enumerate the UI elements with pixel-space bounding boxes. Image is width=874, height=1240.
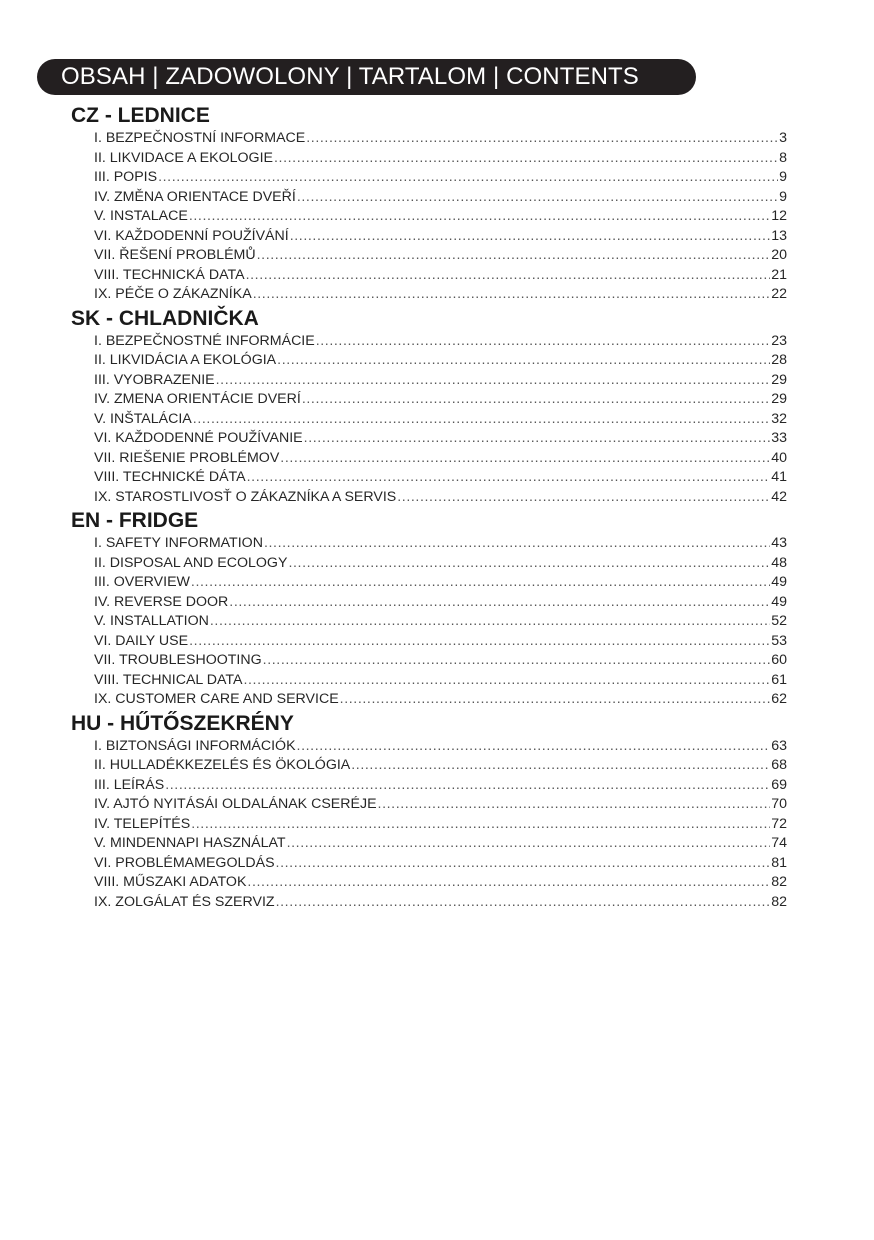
toc-section-sk — [71, 305, 787, 508]
toc-entry-page-number: 49 — [771, 593, 787, 610]
toc-entry-title: IX. PÉČE O ZÁKAZNÍKA — [94, 286, 252, 302]
toc-entry-title: VII. ŘEŠENÍ PROBLÉMŮ — [94, 247, 256, 263]
toc-entry-title: III. LEÍRÁS — [94, 776, 165, 793]
toc-entry[interactable] — [94, 371, 787, 391]
toc-entry-title: VII. TROUBLESHOOTING — [94, 652, 262, 668]
toc-entry[interactable] — [94, 612, 787, 632]
toc-entry-title: V. INSTALLATION — [94, 613, 209, 629]
toc-entry[interactable] — [94, 756, 787, 776]
toc-entry-title: VI. DAILY USE — [94, 632, 189, 649]
dot-leader — [302, 390, 770, 410]
dot-leader — [276, 893, 771, 913]
toc-entry-title: VIII. MŰSZAKI ADATOK — [94, 874, 247, 890]
toc-entry-title: III. OVERVIEW — [94, 574, 190, 590]
toc-entry-page-number: 53 — [771, 632, 787, 649]
dot-leader — [297, 188, 778, 208]
toc-entry[interactable] — [94, 815, 787, 835]
toc-entry-title: VIII. TECHNICKÉ DÁTA — [94, 469, 246, 485]
toc-entry[interactable] — [94, 854, 787, 874]
dot-leader — [351, 756, 770, 776]
dot-leader — [165, 776, 770, 796]
dot-leader — [189, 207, 770, 227]
toc-entry-title: IX. STAROSTLIVOSŤ O ZÁKAZNÍKA A SERVIS — [94, 488, 397, 505]
toc-entry[interactable] — [94, 776, 787, 796]
toc-entry-title: IV. TELEPÍTÉS — [94, 815, 191, 832]
toc-entry-list — [71, 332, 787, 508]
toc-entry-title: II. LIKVIDACE A EKOLOGIE — [94, 149, 273, 166]
toc-entry[interactable] — [94, 207, 787, 227]
toc-entry-title: VIII. TECHNICAL DATA — [94, 671, 243, 688]
toc-entry-list — [71, 129, 787, 305]
toc-entry-page-number: 22 — [771, 286, 787, 302]
dot-leader — [210, 612, 770, 632]
toc-entry-title: V. MINDENNAPI HASZNÁLAT — [94, 835, 286, 851]
dot-leader — [280, 449, 770, 469]
toc-entry-title: VIII. TECHNICKÁ DATA — [94, 266, 245, 283]
dot-leader — [264, 534, 770, 554]
toc-entry[interactable] — [94, 834, 787, 854]
toc-entry-title: VI. KAŽDODENNÍ POUŽÍVÁNÍ — [94, 227, 289, 244]
toc-entry-title: IV. ZMĚNA ORIENTACE DVEŘÍ — [94, 188, 296, 205]
toc-entry[interactable] — [94, 246, 787, 266]
toc-entry[interactable] — [94, 449, 787, 469]
toc-entry-title: I. SAFETY INFORMATION — [94, 535, 263, 551]
toc-entry[interactable] — [94, 488, 787, 508]
toc-entry[interactable] — [94, 390, 787, 410]
section-heading: EN - FRIDGE — [71, 509, 199, 532]
toc-entry-page-number: 21 — [771, 266, 787, 283]
toc-section-hu — [71, 710, 787, 913]
dot-leader — [397, 488, 770, 508]
dot-leader — [290, 227, 771, 247]
toc-entry-title: VII. RIEŠENIE PROBLÉMOV — [94, 449, 280, 466]
toc-entry[interactable] — [94, 410, 787, 430]
dot-leader — [158, 168, 778, 188]
toc-entry-title: IX. ZOLGÁLAT ÉS SZERVIZ — [94, 893, 275, 910]
toc-entry-title: I. BEZPEČNOSTNÍ INFORMACE — [94, 130, 306, 146]
toc-entry[interactable] — [94, 351, 787, 371]
toc-entry-title: IX. CUSTOMER CARE AND SERVICE — [94, 691, 339, 707]
toc-entry-page-number: 12 — [771, 208, 787, 224]
section-heading: SK - CHLADNIČKA — [71, 306, 259, 330]
toc-entry-title: IV. ZMENA ORIENTÁCIE DVERÍ — [94, 391, 301, 407]
dot-leader — [246, 266, 771, 286]
section-heading: CZ - LEDNICE — [71, 104, 210, 127]
toc-entry[interactable] — [94, 332, 787, 352]
toc-entry-page-number: 68 — [771, 757, 787, 773]
toc-entry-page-number: 20 — [771, 247, 787, 263]
toc-entry[interactable] — [94, 671, 787, 691]
contents-header-bar — [37, 59, 696, 95]
toc-entry-page-number: 61 — [771, 671, 787, 688]
toc-entry-page-number: 81 — [771, 854, 787, 871]
dot-leader — [274, 149, 778, 169]
toc-entry[interactable] — [94, 554, 787, 574]
toc-entry-page-number: 40 — [771, 449, 787, 466]
toc-entry[interactable] — [94, 285, 787, 305]
toc-entry-page-number: 69 — [771, 776, 787, 793]
dot-leader — [257, 246, 771, 266]
toc-entry-list — [71, 737, 787, 913]
toc-entry-page-number: 70 — [771, 796, 787, 812]
toc-section-cz — [71, 102, 787, 305]
dot-leader — [253, 285, 771, 305]
toc-entry-page-number: 82 — [771, 874, 787, 890]
dot-leader — [193, 410, 770, 430]
toc-entry-page-number: 9 — [779, 169, 787, 185]
toc-entry[interactable] — [94, 737, 787, 757]
toc-entry-title: III. VYOBRAZENIE — [94, 371, 215, 388]
toc-entry[interactable] — [94, 468, 787, 488]
toc-entry-title: VI. PROBLÉMAMEGOLDÁS — [94, 854, 275, 871]
toc-entry-page-number: 82 — [771, 893, 787, 910]
toc-entry-page-number: 23 — [771, 332, 787, 349]
dot-leader — [276, 854, 771, 874]
toc-entry-page-number: 33 — [771, 430, 787, 446]
toc-entry-page-number: 3 — [779, 130, 787, 146]
toc-entry-title: V. INŠTALÁCIA — [94, 410, 192, 427]
section-heading: HU - HŰTŐSZEKRÉNY — [71, 711, 294, 735]
dot-leader — [191, 573, 770, 593]
toc-entry-page-number: 8 — [779, 149, 787, 166]
toc-entry-page-number: 48 — [771, 554, 787, 571]
contents-title: OBSAH | ZADOWOLONY | TARTALOM | CONTENTS — [61, 63, 639, 90]
toc-entry[interactable] — [94, 651, 787, 671]
toc-entry-title: II. LIKVIDÁCIA A EKOLÓGIA — [94, 352, 277, 368]
toc-entry[interactable] — [94, 188, 787, 208]
toc-entry-list — [71, 534, 787, 710]
toc-entry-page-number: 29 — [771, 371, 787, 388]
toc-entry-page-number: 41 — [771, 469, 787, 485]
toc-entry-title: VI. KAŽDODENNÉ POUŽÍVANIE — [94, 430, 303, 446]
dot-leader — [247, 468, 771, 488]
dot-leader — [297, 737, 771, 757]
dot-leader — [229, 593, 770, 613]
dot-leader — [306, 129, 778, 149]
dot-leader — [378, 795, 771, 815]
toc-entry[interactable] — [94, 227, 787, 247]
toc-entry-page-number: 43 — [771, 535, 787, 551]
toc-entry-title: II. HULLADÉKKEZELÉS ÉS ÖKOLÓGIA — [94, 757, 351, 773]
toc-section-en — [71, 507, 787, 710]
dot-leader — [191, 815, 770, 835]
toc-entry-page-number: 52 — [771, 613, 787, 629]
toc-entry[interactable] — [94, 168, 787, 188]
toc-entry-page-number: 62 — [771, 691, 787, 707]
toc-entry[interactable] — [94, 593, 787, 613]
toc-entry-title: III. POPIS — [94, 169, 158, 185]
toc-entry-title: I. BEZPEČNOSTNÉ INFORMÁCIE — [94, 332, 315, 349]
dot-leader — [277, 351, 770, 371]
toc-entry[interactable] — [94, 632, 787, 652]
dot-leader — [288, 554, 770, 574]
toc-entry-page-number: 13 — [771, 227, 787, 244]
toc-entry[interactable] — [94, 795, 787, 815]
toc-entry-page-number: 74 — [771, 835, 787, 851]
toc-entry[interactable] — [94, 534, 787, 554]
toc-entry-page-number: 32 — [771, 410, 787, 427]
dot-leader — [340, 690, 771, 710]
table-of-contents — [71, 102, 787, 912]
toc-entry[interactable] — [94, 129, 787, 149]
toc-entry[interactable] — [94, 573, 787, 593]
dot-leader — [304, 429, 771, 449]
dot-leader — [243, 671, 770, 691]
toc-entry[interactable] — [94, 429, 787, 449]
dot-leader — [316, 332, 771, 352]
toc-entry-page-number: 49 — [771, 574, 787, 590]
dot-leader — [247, 873, 770, 893]
toc-entry-page-number: 9 — [779, 188, 787, 205]
toc-entry-title: IV. REVERSE DOOR — [94, 593, 229, 610]
toc-entry-page-number: 63 — [771, 737, 787, 754]
toc-entry[interactable] — [94, 149, 787, 169]
toc-entry[interactable] — [94, 893, 787, 913]
dot-leader — [216, 371, 771, 391]
toc-entry-page-number: 42 — [771, 488, 787, 505]
dot-leader — [287, 834, 771, 854]
toc-entry[interactable] — [94, 266, 787, 286]
toc-entry-title: IV. AJTÓ NYITÁSÁI OLDALÁNAK CSERÉJE — [94, 796, 377, 812]
dot-leader — [263, 651, 771, 671]
toc-entry[interactable] — [94, 873, 787, 893]
toc-entry-title: V. INSTALACE — [94, 208, 188, 224]
toc-entry-page-number: 29 — [771, 391, 787, 407]
dot-leader — [189, 632, 770, 652]
toc-entry-page-number: 60 — [771, 652, 787, 668]
toc-entry[interactable] — [94, 690, 787, 710]
toc-entry-page-number: 72 — [771, 815, 787, 832]
toc-entry-title: I. BIZTONSÁGI INFORMÁCIÓK — [94, 737, 296, 754]
toc-entry-page-number: 28 — [771, 352, 787, 368]
toc-entry-title: II. DISPOSAL AND ECOLOGY — [94, 554, 288, 571]
